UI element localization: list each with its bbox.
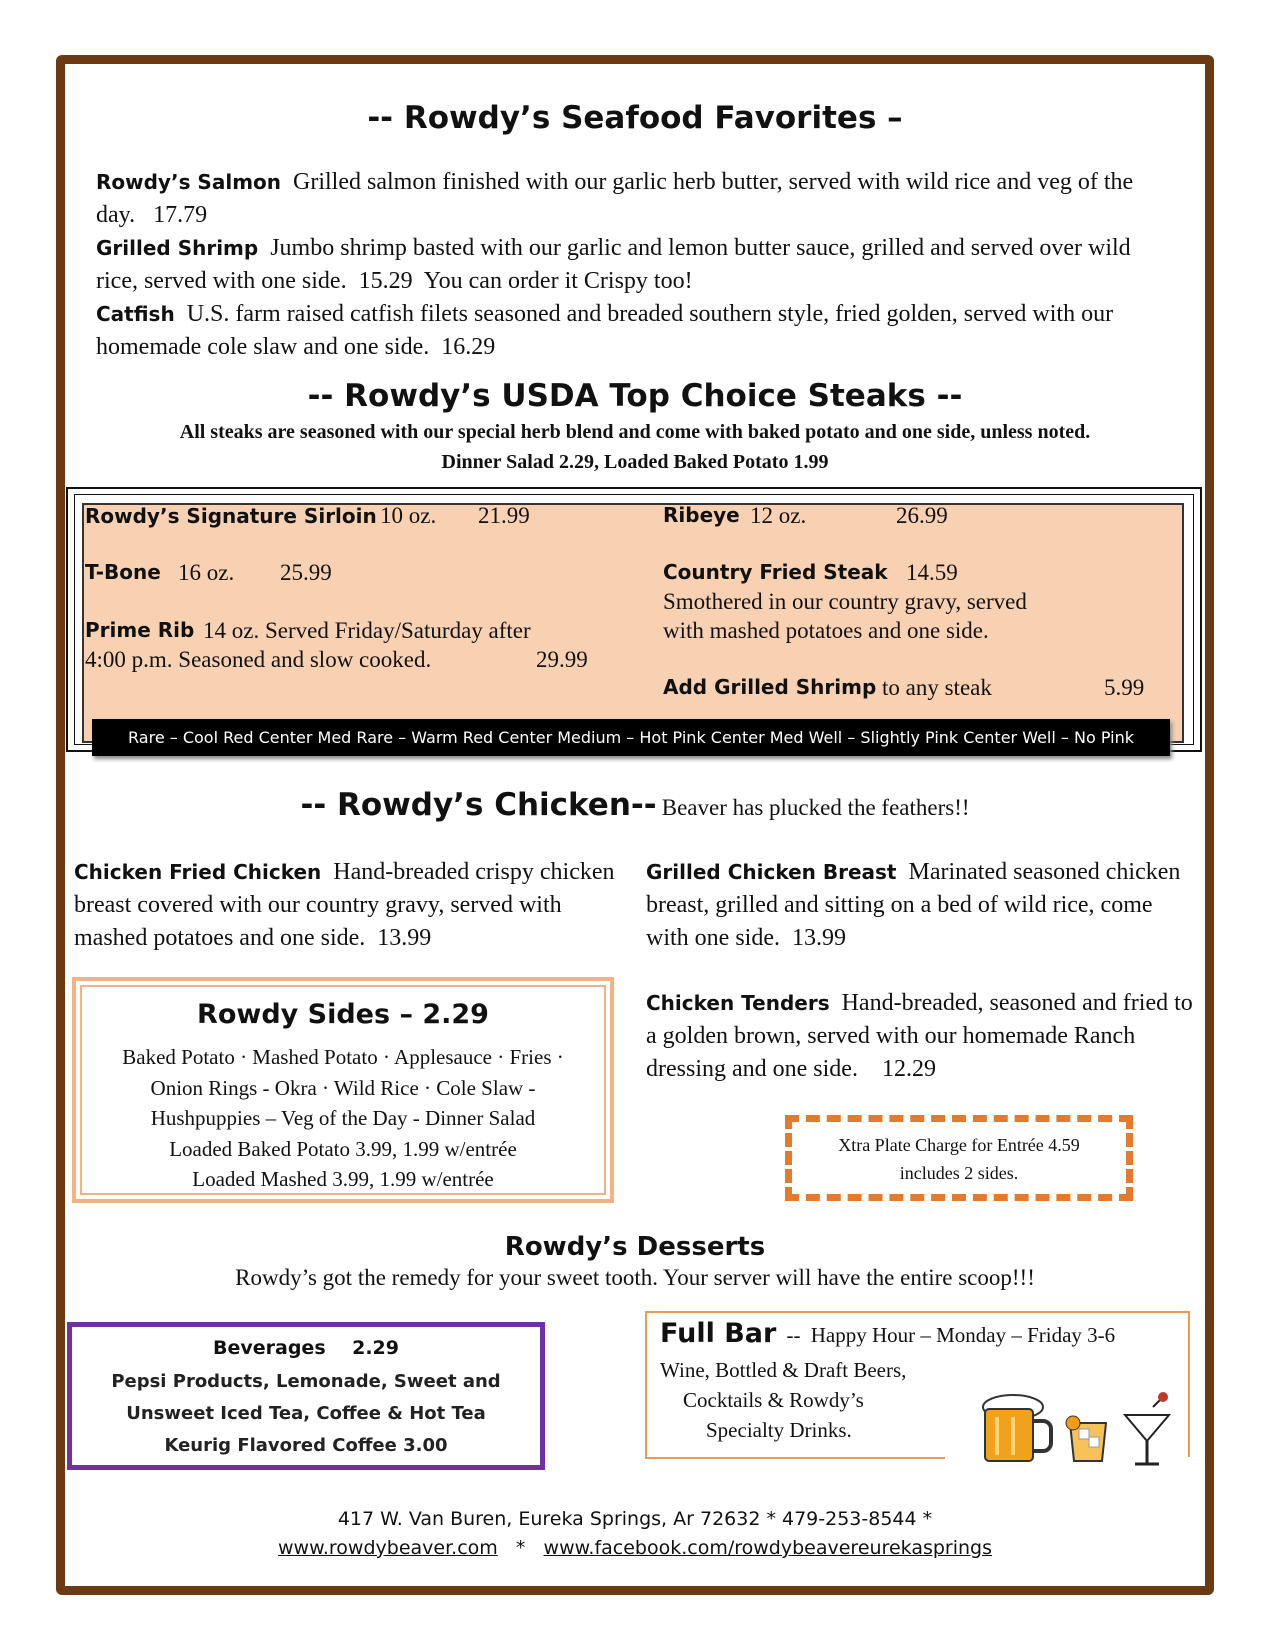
item-price: 13.99 [377,925,432,951]
menu-item-sirloin [85,503,377,529]
beverages-header [72,1337,540,1359]
chicken-header [60,787,1210,823]
cfs-price: 14.59 [906,560,958,585]
beverages-title: Beverages [213,1337,326,1359]
bar-line: Specialty Drinks. [706,1418,852,1442]
full-bar-dash: -- [786,1323,801,1347]
cfs-desc-1: Smothered in our country gravy, served [663,589,1027,614]
tbone-size: 16 oz. [178,560,235,585]
beverage-line: Keurig Flavored Coffee 3.00 [164,1435,448,1456]
item-desc: Marinated seasoned chicken breast, grilled and sitting on a bed of wild rice, come with one side. [646,859,1181,951]
full-bar-box-bottom [645,1457,945,1459]
item-desc: Hand-breaded, seasoned and fried to a golden brown, served with our homemade Ranch dressing and one side. [646,990,1193,1082]
sides-list [80,1042,606,1195]
item-name: Rowdy’s Signature Sirloin [85,504,377,528]
website-link[interactable]: www.rowdybeaver.com [277,1537,498,1559]
ribeye-name: Ribeye [663,503,740,527]
desserts-text: Rowdy’s got the remedy for your sweet tooth. Your server will have the entire scoop!!! [235,1265,1035,1290]
item-name: Grilled Shrimp [96,236,259,260]
menu-item-grilled-shrimp [96,232,1176,298]
sides-line: Loaded Baked Potato 3.99, 1.99 w/entrée [169,1136,517,1161]
chicken-title: -- Rowdy’s Chicken-- [300,787,657,823]
happy-hour: Happy Hour – Monday – Friday 3-6 [810,1323,1116,1347]
footer-separator: * [515,1537,526,1559]
primerib-desc-1: 14 oz. Served Friday/Saturday after [203,618,531,643]
sides-line: Baked Potato · Mashed Potato · Applesauce · Fries · [122,1045,564,1069]
item-desc: Grilled salmon finished with our garlic herb butter, served with wild rice and veg of the day. [96,169,1134,228]
drinks-illustration [975,1385,1185,1470]
item-price: 15.29 [358,268,413,294]
ribeye-size: 12 oz. [750,503,807,528]
menu-item-catfish [96,298,1176,364]
steaks-subtitle: All steaks are seasoned with our special herb blend and come with baked potato and one side, unless noted. [179,421,1091,443]
full-bar-title: Full Bar [660,1318,777,1349]
cocktail-glass-icon [1066,1416,1106,1461]
chicken-tagline: Beaver has plucked the feathers!! [661,795,970,820]
facebook-link[interactable]: www.facebook.com/rowdybeavereurekasprings [543,1537,993,1559]
beverages-price: 2.29 [352,1337,399,1359]
item-price: 12.29 [881,1056,936,1082]
beer-mug-icon [983,1395,1051,1461]
footer-address: 417 W. Van Buren, Eureka Springs, Ar 72632 * 479-253-8544 * [337,1508,933,1530]
cfs-name: Country Fried Steak [663,560,888,584]
menu-item-chicken-tenders [646,987,1194,1086]
seafood-title: -- Rowdy’s Seafood Favorites – [367,100,903,136]
item-name: Rowdy’s Salmon [96,170,282,194]
item-desc: U.S. farm raised catfish filets seasoned and breaded southern style, fried golden, served with our homemade cole slaw and one side. [96,301,1114,360]
doneness-legend: Rare – Cool Red Center Med Rare – Warm Red Center Medium – Hot Pink Center Med Well – Slightly Pink Center Well – No Pink [92,719,1170,756]
item-price: 21.99 [478,503,530,528]
item-desc: Jumbo shrimp basted with our garlic and lemon butter sauce, grilled and served over wild rice, served with one side. [96,235,1131,294]
sides-line: Onion Rings - Okra · Wild Rice · Cole Slaw - [150,1075,536,1100]
tbone-name: T-Bone [85,560,161,584]
sides-line: Hushpuppies – Veg of the Day - Dinner Salad [150,1106,536,1130]
bar-line: Wine, Bottled & Draft Beers, [660,1358,907,1382]
item-price: 13.99 [791,925,846,951]
item-note: You can order it Crispy too! [423,268,693,294]
menu-item-salmon [96,166,1176,232]
primerib-price: 29.99 [536,647,588,672]
full-bar-header [660,1318,1115,1349]
seafood-list [96,166,1176,364]
addshrimp-name: Add Grilled Shrimp [663,675,877,699]
xtra-line: Xtra Plate Charge for Entrée 4.59 [838,1135,1080,1155]
item-name: Grilled Chicken Breast [646,860,897,884]
addshrimp-desc: to any steak [882,675,992,700]
addshrimp-price: 5.99 [1104,675,1145,700]
item-name: Catfish [96,302,175,326]
primerib-desc-2: 4:00 p.m. Seasoned and slow cooked. [85,647,432,672]
item-name: Chicken Fried Chicken [74,860,322,884]
beverage-line: Pepsi Products, Lemonade, Sweet and [111,1371,501,1392]
sides-line: Loaded Mashed 3.99, 1.99 w/entrée [192,1167,494,1191]
menu-item-chicken-fried-chicken [74,856,622,955]
item-desc: Hand-breaded crispy chicken breast covered with our country gravy, served with mashed potatoes and one side. [74,859,615,951]
martini-glass-icon [1125,1392,1169,1464]
item-price: 16.29 [441,334,496,360]
bar-line: Cocktails & Rowdy’s [683,1388,864,1412]
desserts-title: Rowdy’s Desserts [504,1232,766,1262]
xtra-plate-text [792,1131,1126,1187]
footer-links [60,1537,1210,1559]
beverages-list [72,1366,540,1462]
cfs-desc-2: with mashed potatoes and one side. [663,618,989,643]
primerib-name: Prime Rib [85,618,195,642]
steaks-addons: Dinner Salad 2.29, Loaded Baked Potato 1.99 [441,451,829,473]
item-price: 17.79 [153,202,208,228]
steaks-title: -- Rowdy’s USDA Top Choice Steaks -- [307,378,963,414]
beverage-line: Unsweet Iced Tea, Coffee & Hot Tea [126,1403,486,1424]
ribeye-price: 26.99 [896,503,948,528]
sides-title: Rowdy Sides – 2.29 [197,999,489,1030]
item-size: 10 oz. [380,503,437,528]
item-name: Chicken Tenders [646,991,830,1015]
xtra-line: includes 2 sides. [899,1163,1019,1183]
menu-item-grilled-chicken-breast [646,856,1194,955]
tbone-price: 25.99 [280,560,332,585]
